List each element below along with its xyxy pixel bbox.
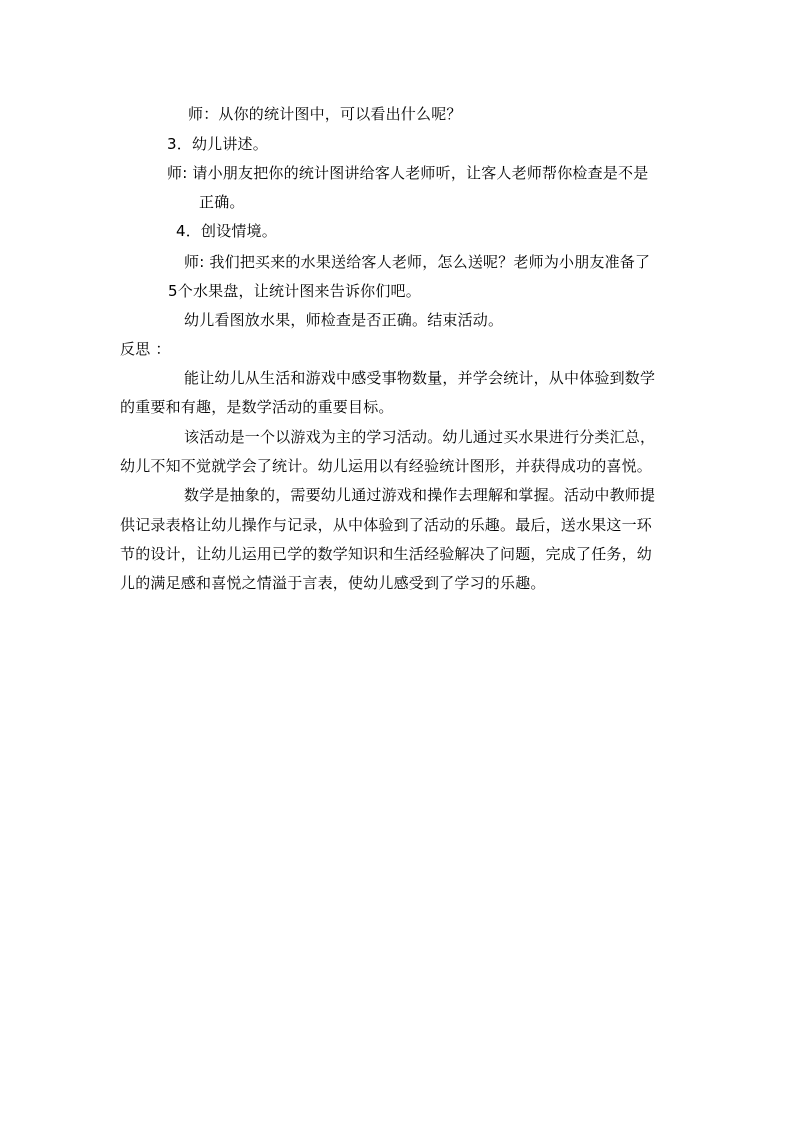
text-line: 幼儿看图放水果，师检查是否正确。结束活动。 [184,311,504,329]
paragraph-line: 数学是抽象的，需要幼儿通过游戏和操作去理解和掌握。活动中教师提 [184,486,656,504]
section-heading: 4．创设情境。 [176,222,277,240]
text-line: 5个水果盘，让统计图来告诉你们吧。 [168,282,421,300]
paragraph-line: 幼儿不知不觉就学会了统计。幼儿运用以有经验统计图形，并获得成功的喜悦。 [120,457,653,475]
section-heading: 3．幼儿讲述。 [167,135,268,153]
paragraph-line: 节的设计，让幼儿运用已学的数学知识和生活经验解决了问题，完成了任务，幼 [120,545,653,563]
paragraph-line: 供记录表格让幼儿操作与记录，从中体验到了活动的乐趣。最后，送水果这一环 [120,516,653,534]
text-line: 师：从你的统计图中，可以看出什么呢？ [188,105,462,123]
paragraph-line: 的重要和有趣，是数学活动的重要目标。 [120,398,394,416]
text-line: 正确。 [199,193,245,211]
text-line: 师: 请小朋友把你的统计图讲给客人老师听，让客人老师帮你检查是不是 [167,164,649,182]
reflection-heading: 反思 ： [120,340,171,358]
paragraph-line: 儿的满足感和喜悦之情溢于言表，使幼儿感受到了学习的乐趣。 [120,574,546,592]
paragraph-line: 能让幼儿从生活和游戏中感受事物数量，并学会统计，从中体验到数学 [184,369,656,387]
text-line: 师: 我们把买来的水果送给客人老师，怎么送呢？老师为小朋友准备了 [184,253,651,271]
paragraph-line: 该活动是一个以游戏为主的学习活动。幼儿通过买水果进行分类汇总， [184,428,656,446]
